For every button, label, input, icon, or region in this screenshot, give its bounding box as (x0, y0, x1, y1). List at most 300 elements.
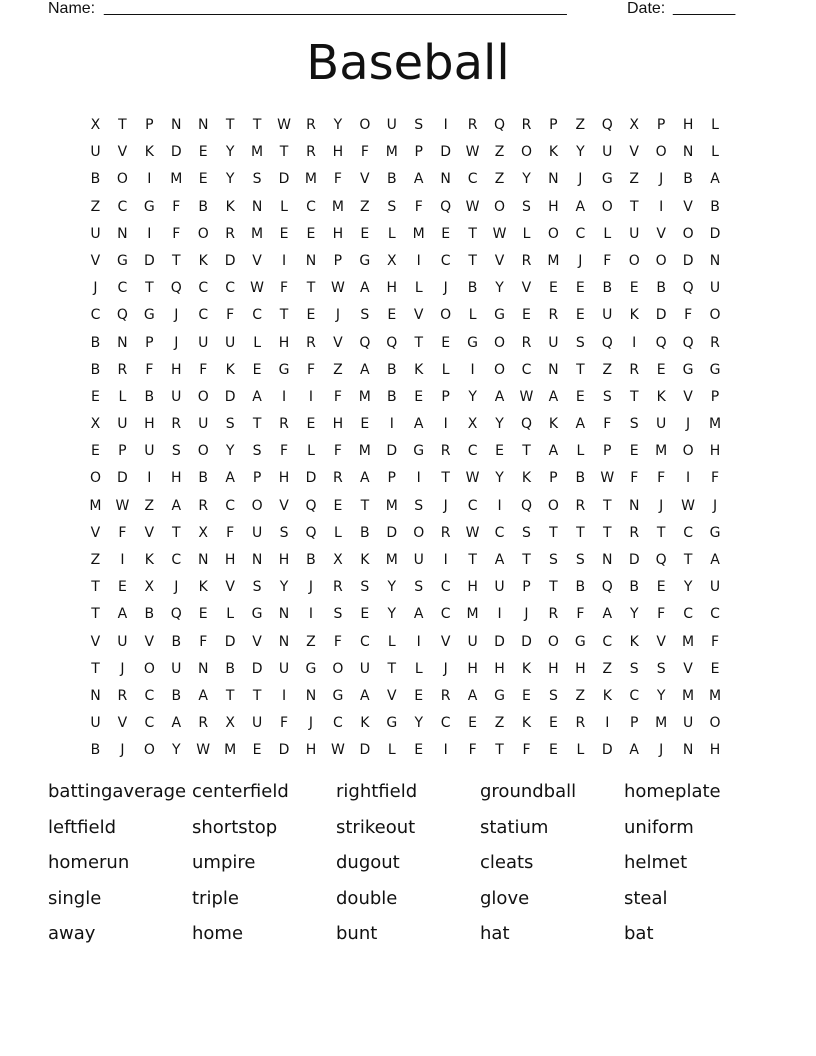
grid-letter: E (575, 307, 585, 324)
grid-letter: I (632, 334, 637, 351)
grid-letter: Y (468, 388, 477, 405)
grid-letter: Q (359, 334, 371, 351)
grid-letter: M (547, 252, 560, 269)
grid-letter: O (197, 225, 209, 242)
grid-letter: A (413, 416, 424, 433)
grid-letter: U (709, 579, 721, 596)
grid-letter: U (171, 660, 182, 677)
grid-letter: U (278, 660, 290, 677)
grid-letter: R (306, 144, 316, 161)
grid-letter: F (522, 742, 531, 759)
grid-letter: N (305, 252, 317, 269)
grid-letter: E (441, 334, 451, 351)
grid-letter: M (251, 225, 264, 242)
grid-letter: J (174, 307, 179, 324)
word-bank-item: umpire (192, 852, 256, 873)
grid-letter: A (710, 171, 720, 188)
grid-letter: E (333, 497, 343, 514)
grid-letter: C (252, 307, 262, 324)
grid-letter: W (250, 280, 265, 297)
grid-letter: J (659, 171, 664, 188)
grid-letter: K (414, 361, 424, 378)
grid-letter: O (197, 443, 209, 460)
grid-letter: T (603, 524, 612, 541)
grid-letter: J (174, 334, 179, 351)
word-bank-item: centerfield (192, 781, 289, 802)
grid-letter: D (170, 144, 182, 161)
grid-letter: B (171, 633, 182, 650)
grid-letter: J (712, 497, 718, 514)
grid-letter: B (683, 171, 693, 188)
grid-letter: F (226, 307, 235, 324)
grid-letter: H (467, 579, 478, 596)
grid-letter: O (359, 117, 371, 133)
grid-letter: R (521, 334, 532, 351)
grid-letter: E (360, 606, 370, 623)
grid-letter: S (360, 579, 370, 596)
grid-letter: Q (305, 524, 317, 541)
grid-letter: B (90, 171, 101, 188)
grid-letter: J (93, 280, 98, 297)
grid-letter: C (306, 198, 316, 215)
grid-letter: S (602, 388, 612, 405)
grid-letter: Y (279, 579, 289, 596)
grid-letter: T (279, 144, 289, 161)
grid-letter: L (280, 198, 288, 215)
grid-letter: N (117, 225, 128, 242)
grid-letter: U (117, 416, 128, 433)
grid-letter: O (655, 252, 667, 269)
grid-letter: V (413, 307, 424, 324)
grid-letter: L (441, 361, 450, 378)
grid-letter: H (682, 117, 694, 133)
word-bank-item: groundball (480, 781, 577, 802)
grid-letter: W (196, 742, 211, 759)
grid-letter: C (117, 280, 128, 297)
grid-letter: F (280, 443, 289, 460)
grid-letter: B (225, 660, 235, 677)
grid-letter: I (147, 225, 152, 242)
grid-letter: D (521, 633, 532, 650)
grid-letter: E (414, 742, 424, 759)
grid-letter: M (358, 388, 371, 405)
grid-letter: A (360, 361, 370, 378)
grid-letter: W (492, 225, 507, 242)
grid-letter: N (278, 633, 290, 650)
word-bank-item: statium (480, 816, 549, 838)
grid-letter: R (333, 470, 343, 487)
grid-letter: R (467, 117, 478, 133)
grid-letter: M (682, 687, 695, 704)
grid-letter: E (656, 361, 666, 378)
grid-letter: C (467, 443, 478, 460)
grid-letter: T (629, 388, 639, 405)
grid-letter: L (603, 225, 612, 242)
grid-letter: I (281, 252, 287, 269)
grid-letter: C (575, 225, 586, 242)
grid-letter: R (440, 687, 451, 704)
grid-letter: I (389, 416, 394, 433)
grid-letter: K (521, 470, 532, 487)
grid-letter: D (386, 524, 398, 541)
grid-letter: L (576, 742, 585, 759)
grid-letter: Q (682, 334, 694, 351)
grid-letter: I (659, 198, 664, 215)
grid-letter: T (522, 552, 531, 568)
grid-letter: X (225, 715, 235, 732)
grid-letter: U (251, 524, 263, 541)
grid-letter: U (171, 388, 182, 405)
grid-letter: Y (576, 144, 585, 161)
grid-letter: E (575, 388, 585, 405)
grid-letter: I (120, 552, 125, 568)
grid-letter: T (118, 117, 127, 133)
grid-letter: V (683, 388, 693, 405)
grid-letter: T (172, 524, 181, 541)
grid-letter: K (629, 307, 639, 324)
grid-letter: V (656, 633, 666, 650)
word-bank-item: shortstop (192, 816, 278, 838)
grid-letter: Z (602, 660, 613, 677)
grid-letter: I (443, 742, 448, 759)
grid-letter: L (414, 280, 423, 297)
grid-letter: H (386, 280, 398, 297)
grid-letter: C (683, 524, 693, 541)
grid-letter: W (519, 388, 534, 405)
grid-letter: F (576, 606, 585, 623)
grid-letter: C (494, 524, 505, 541)
grid-letter: L (387, 633, 396, 650)
grid-letter: Q (170, 606, 182, 623)
grid-letter: V (144, 524, 155, 541)
grid-letter: N (682, 742, 694, 759)
grid-letter: T (468, 552, 477, 568)
word-bank-item: homerun (48, 852, 130, 873)
grid-letter: V (629, 144, 639, 161)
grid-letter: B (90, 742, 101, 759)
grid-letter: H (171, 470, 182, 487)
grid-letter: C (710, 606, 720, 623)
grid-letter: T (683, 552, 693, 568)
grid-letter: D (682, 252, 694, 269)
grid-letter: R (117, 361, 128, 378)
grid-letter: F (360, 144, 369, 161)
grid-letter: T (549, 579, 558, 596)
grid-letter: Z (494, 144, 505, 161)
grid-letter: S (656, 660, 666, 677)
grid-letter: V (386, 687, 397, 704)
grid-letter: D (278, 742, 290, 759)
grid-letter: F (172, 198, 181, 215)
grid-letter: B (386, 361, 397, 378)
grid-letter: M (655, 443, 668, 460)
grid-letter: E (441, 225, 451, 242)
grid-letter: U (386, 117, 397, 133)
grid-letter: E (414, 687, 424, 704)
grid-letter: S (629, 416, 639, 433)
grid-letter: T (576, 524, 585, 541)
grid-letter: X (90, 416, 101, 433)
grid-letter: B (629, 579, 640, 596)
grid-letter: S (252, 579, 262, 596)
word-bank-item: hat (480, 923, 510, 944)
grid-letter: Y (387, 606, 397, 623)
grid-letter: P (549, 470, 558, 487)
grid-letter: F (226, 524, 235, 541)
grid-letter: Z (90, 198, 101, 215)
grid-letter: U (682, 715, 694, 732)
grid-letter: E (360, 416, 370, 433)
grid-letter: S (225, 416, 235, 433)
grid-letter: N (440, 171, 451, 188)
grid-letter: J (578, 252, 583, 269)
grid-letter: F (468, 742, 477, 759)
grid-letter: Y (225, 144, 235, 161)
grid-letter: K (629, 633, 639, 650)
grid-letter: R (306, 334, 316, 351)
grid-letter: W (465, 524, 480, 541)
grid-letter: L (468, 307, 477, 324)
grid-letter: C (359, 633, 370, 650)
word-bank-item: strikeout (336, 816, 416, 838)
grid-letter: N (117, 334, 128, 351)
grid-letter: C (117, 198, 128, 215)
grid-letter: O (709, 307, 721, 324)
grid-letter: W (465, 144, 480, 161)
grid-letter: N (305, 687, 317, 704)
grid-letter: C (198, 307, 209, 324)
grid-letter: I (443, 552, 448, 568)
name-label: Name: (48, 0, 96, 17)
grid-letter: W (681, 497, 696, 514)
grid-letter: F (630, 470, 639, 487)
grid-letter: A (629, 742, 639, 759)
grid-letter: U (198, 334, 209, 351)
grid-letter: P (145, 334, 154, 351)
grid-letter: I (147, 171, 152, 188)
grid-letter: R (575, 715, 586, 732)
grid-letter: A (467, 687, 478, 704)
grid-letter: T (603, 497, 612, 514)
grid-letter: F (280, 280, 289, 297)
grid-letter: U (198, 416, 209, 433)
grid-letter: T (387, 660, 397, 677)
grid-letter: Z (494, 171, 505, 188)
grid-letter: A (494, 552, 505, 568)
grid-letter: G (116, 252, 128, 269)
grid-letter: O (494, 361, 506, 378)
grid-letter: R (710, 334, 720, 351)
word-bank-item: uniform (624, 816, 694, 838)
word-bank-item: bat (624, 923, 654, 944)
grid-letter: O (494, 198, 506, 215)
grid-letter: L (711, 117, 719, 133)
grid-letter: T (468, 225, 477, 242)
grid-letter: T (468, 252, 477, 269)
grid-letter: I (147, 470, 152, 487)
grid-letter: T (414, 334, 423, 351)
word-bank-item: bunt (336, 923, 378, 944)
grid-letter: C (440, 606, 451, 623)
grid-letter: Q (494, 117, 506, 133)
grid-letter: A (117, 606, 128, 623)
grid-letter: O (413, 524, 425, 541)
grid-letter: A (548, 388, 559, 405)
grid-letter: H (171, 361, 182, 378)
grid-letter: M (385, 144, 398, 161)
grid-letter: B (360, 524, 370, 541)
grid-letter: T (91, 606, 100, 623)
grid-letter: I (416, 633, 421, 650)
grid-letter: V (440, 633, 451, 650)
grid-letter: Q (601, 117, 613, 133)
grid-letter: C (440, 252, 451, 269)
date-blank-line: _______ (673, 0, 736, 16)
grid-letter: O (547, 633, 559, 650)
grid-letter: R (198, 715, 209, 732)
grid-letter: M (412, 225, 425, 242)
grid-letter: V (117, 144, 128, 161)
grid-letter: M (466, 606, 479, 623)
grid-letter: A (602, 606, 613, 623)
grid-letter: Y (522, 171, 531, 188)
grid-letter: Z (333, 361, 343, 378)
grid-letter: V (225, 579, 235, 596)
grid-letter: R (117, 687, 128, 704)
grid-letter: O (709, 715, 721, 732)
grid-letter: A (171, 497, 182, 514)
grid-letter: E (629, 280, 639, 297)
grid-letter: N (251, 552, 263, 568)
grid-letter: I (686, 470, 691, 487)
grid-letter: T (522, 443, 531, 460)
grid-letter: B (198, 198, 209, 215)
grid-letter: R (440, 524, 451, 541)
word-bank-item: triple (192, 887, 239, 909)
grid-letter: U (117, 633, 128, 650)
grid-letter: C (144, 687, 155, 704)
grid-letter: Y (225, 443, 235, 460)
grid-letter: A (225, 470, 235, 487)
grid-letter: V (360, 171, 370, 188)
grid-letter: L (253, 334, 261, 351)
grid-letter: W (330, 280, 345, 297)
grid-letter: J (174, 579, 179, 596)
grid-letter: U (225, 334, 236, 351)
grid-letter: X (144, 579, 155, 596)
grid-letter: F (603, 252, 612, 269)
grid-letter: R (521, 252, 532, 269)
grid-letter: J (659, 497, 664, 514)
grid-letter: A (413, 171, 424, 188)
grid-letter: W (600, 470, 615, 487)
grid-letter: H (332, 225, 344, 242)
grid-letter: O (628, 252, 640, 269)
grid-letter: H (494, 660, 505, 677)
grid-letter: U (548, 334, 559, 351)
word-bank (48, 778, 768, 956)
grid-letter: M (251, 144, 264, 161)
word-bank-item: single (48, 887, 102, 909)
grid-letter: M (224, 742, 237, 759)
grid-letter: H (305, 742, 317, 759)
grid-letter: L (387, 225, 396, 242)
grid-letter: B (575, 470, 586, 487)
grid-letter: C (629, 687, 640, 704)
grid-letter: O (601, 198, 613, 215)
grid-letter: I (443, 117, 448, 133)
grid-letter: D (601, 742, 613, 759)
grid-letter: K (198, 579, 208, 596)
grid-letter: C (683, 606, 693, 623)
grid-letter: R (548, 307, 559, 324)
grid-letter: S (252, 443, 262, 460)
grid-letter: P (603, 443, 612, 460)
grid-letter: Z (602, 361, 613, 378)
grid-letter: K (198, 252, 208, 269)
grid-letter: K (144, 552, 154, 568)
grid-letter: H (278, 552, 290, 568)
grid-letter: Q (440, 198, 452, 215)
grid-letter: O (197, 388, 209, 405)
grid-letter: A (413, 606, 424, 623)
grid-letter: U (602, 307, 613, 324)
grid-letter: O (520, 144, 532, 161)
grid-letter: E (522, 307, 531, 324)
word-bank-item: dugout (336, 852, 400, 873)
grid-letter: J (443, 660, 448, 677)
grid-letter: T (225, 687, 235, 704)
grid-letter: A (360, 687, 370, 704)
grid-letter: L (307, 443, 315, 460)
grid-letter: E (360, 225, 370, 242)
grid-letter: U (90, 144, 101, 161)
grid-letter: M (331, 198, 344, 215)
grid-letter: F (333, 633, 342, 650)
grid-letter: W (465, 198, 480, 215)
grid-letter: F (711, 633, 720, 650)
grid-letter: E (468, 715, 478, 732)
grid-letter: Z (575, 687, 586, 704)
grid-letter: U (144, 443, 155, 460)
grid-letter: D (440, 144, 452, 161)
grid-letter: N (278, 606, 290, 623)
grid-letter: R (225, 225, 236, 242)
grid-letter: V (144, 633, 155, 650)
grid-letter: U (413, 552, 424, 568)
grid-letter: Y (629, 606, 639, 623)
grid-letter: L (576, 443, 585, 460)
grid-letter: O (143, 660, 155, 677)
grid-letter: D (143, 252, 155, 269)
grid-letter: O (547, 497, 559, 514)
grid-letter: W (465, 470, 480, 487)
word-bank-item: glove (480, 887, 530, 909)
grid-letter: G (278, 361, 290, 378)
grid-letter: K (548, 416, 558, 433)
grid-letter: C (225, 280, 236, 297)
grid-letter: A (360, 280, 370, 297)
grid-letter: G (574, 633, 586, 650)
grid-letter: M (682, 633, 695, 650)
grid-letter: P (414, 144, 423, 161)
word-search-grid (82, 112, 729, 765)
grid-letter: S (387, 198, 397, 215)
grid-letter: F (199, 633, 208, 650)
grid-letter: C (440, 715, 451, 732)
grid-letter: V (333, 334, 343, 351)
page-title: Baseball (306, 35, 510, 91)
